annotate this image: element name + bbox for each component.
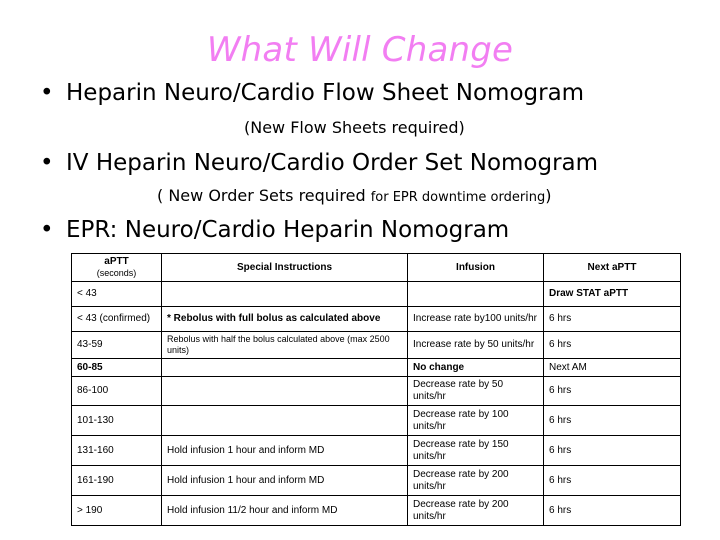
cell-aptt: > 190 [72, 496, 162, 526]
header-infusion: Infusion [408, 254, 544, 282]
table-row [72, 307, 681, 332]
sub-prefix: ( New Order Sets required [157, 186, 371, 205]
table-row [72, 377, 681, 406]
cell-infusion [408, 282, 544, 307]
bullet-dot: • [40, 217, 54, 243]
cell-aptt: 161-190 [72, 466, 162, 496]
table-row [72, 436, 681, 466]
cell-infusion: Decrease rate by 50 units/hr [408, 377, 544, 406]
table-header-row [72, 254, 681, 282]
sub-flow-sheets: (New Flow Sheets required) [244, 118, 465, 137]
bullet-text: IV Heparin Neuro/Cardio Order Set Nomogram [66, 150, 599, 176]
header-aptt-label: aPTT [104, 256, 129, 268]
header-aptt-unit: (seconds) [96, 268, 137, 279]
cell-special [162, 377, 408, 406]
cell-aptt: 60-85 [72, 359, 162, 377]
cell-special: Hold infusion 1 hour and inform MD [162, 466, 408, 496]
cell-next: 6 hrs [544, 377, 681, 406]
cell-next: Next AM [544, 359, 681, 377]
cell-infusion: Increase rate by 50 units/hr [408, 332, 544, 359]
bullet-text: EPR: Neuro/Cardio Heparin Nomogram [66, 217, 510, 243]
sub-suffix: ) [545, 186, 552, 205]
table-row [72, 496, 681, 526]
cell-aptt: 43-59 [72, 332, 162, 359]
bullet-dot: • [40, 80, 54, 106]
header-special: Special Instructions [162, 254, 408, 282]
cell-next: 6 hrs [544, 436, 681, 466]
table-row [72, 332, 681, 359]
cell-special [162, 282, 408, 307]
bullet-flow-sheet [40, 80, 584, 106]
cell-infusion: Decrease rate by 100 units/hr [408, 406, 544, 436]
cell-aptt: < 43 [72, 282, 162, 307]
sub-small: for EPR downtime ordering [370, 190, 546, 205]
cell-aptt: 86-100 [72, 377, 162, 406]
cell-next: Draw STAT aPTT [544, 282, 681, 307]
cell-next: 6 hrs [544, 307, 681, 332]
bullet-text: Heparin Neuro/Cardio Flow Sheet Nomogram [66, 80, 585, 106]
cell-aptt: 101-130 [72, 406, 162, 436]
bullet-order-set [40, 150, 598, 176]
table-row [72, 359, 681, 377]
cell-next: 6 hrs [544, 406, 681, 436]
cell-special: Hold infusion 1 hour and inform MD [162, 436, 408, 466]
cell-infusion: Decrease rate by 200 units/hr [408, 496, 544, 526]
sub-order-sets [157, 186, 552, 205]
cell-special: Hold infusion 11/2 hour and inform MD [162, 496, 408, 526]
cell-infusion: Decrease rate by 150 units/hr [408, 436, 544, 466]
cell-next: 6 hrs [544, 466, 681, 496]
bullet-epr [40, 217, 509, 243]
table-row [72, 282, 681, 307]
heparin-nomogram-table [71, 253, 681, 526]
cell-infusion: Decrease rate by 200 units/hr [408, 466, 544, 496]
cell-special: Rebolus with half the bolus calculated above (max 2500 units) [162, 332, 408, 359]
cell-special [162, 359, 408, 377]
cell-infusion: Increase rate by100 units/hr [408, 307, 544, 332]
header-next: Next aPTT [544, 254, 681, 282]
cell-infusion: No change [408, 359, 544, 377]
table-row [72, 466, 681, 496]
cell-special [162, 406, 408, 436]
table-row [72, 406, 681, 436]
cell-next: 6 hrs [544, 332, 681, 359]
slide-title: What Will Change [206, 30, 514, 70]
header-aptt [72, 254, 162, 282]
cell-special: * Rebolus with full bolus as calculated above [162, 307, 408, 332]
bullet-dot: • [40, 150, 54, 176]
cell-next: 6 hrs [544, 496, 681, 526]
cell-aptt: 131-160 [72, 436, 162, 466]
cell-aptt: < 43 (confirmed) [72, 307, 162, 332]
